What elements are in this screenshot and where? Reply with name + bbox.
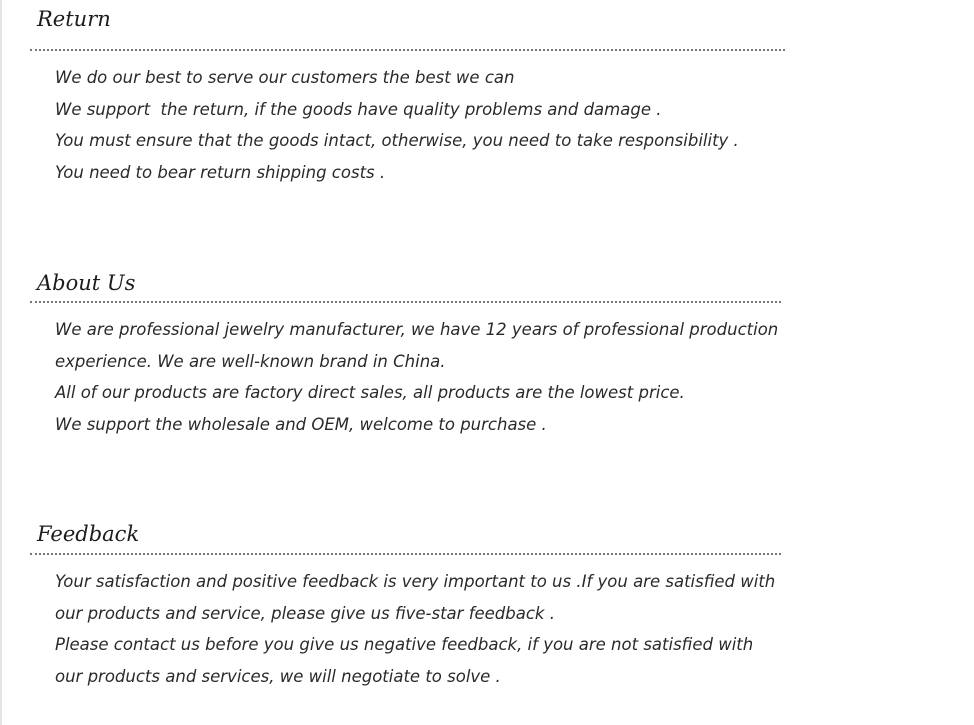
- left-border-line: [0, 0, 2, 725]
- about-us-divider: [30, 301, 781, 303]
- feedback-text-block: [55, 566, 775, 692]
- feedback-line: our products and service, please give us five-star feedback .: [55, 603, 555, 623]
- feedback-line: Your satisfaction and positive feedback is very important to us .If you are satisfied with: [55, 572, 776, 591]
- return-heading: Return: [37, 7, 111, 31]
- about-us-line: We are professional jewelry manufacturer, we have 12 years of professional production: [55, 320, 779, 339]
- about-us-heading: About Us: [37, 271, 136, 295]
- return-line: We do our best to serve our customers the best we can: [55, 68, 515, 87]
- about-us-line: All of our products are factory direct sales, all products are the lowest price.: [55, 383, 685, 403]
- return-line: You need to bear return shipping costs .: [55, 162, 386, 182]
- about-us-line: We support the wholesale and OEM, welcome to purchase .: [55, 414, 547, 434]
- feedback-divider: [30, 553, 781, 555]
- feedback-heading: Feedback: [37, 522, 140, 546]
- feedback-line: Please contact us before you give us negative feedback, if you are not satisfied with: [55, 635, 754, 655]
- about-us-text-block: [55, 314, 778, 440]
- return-line: You must ensure that the goods intact, otherwise, you need to take responsibility .: [55, 131, 739, 151]
- return-text-block: [55, 62, 739, 188]
- return-line: We support the return, if the goods have quality problems and damage .: [55, 99, 662, 119]
- return-divider: [30, 49, 785, 51]
- about-us-line: experience. We are well-known brand in China.: [55, 351, 446, 371]
- feedback-line: our products and services, we will negotiate to solve .: [55, 666, 501, 686]
